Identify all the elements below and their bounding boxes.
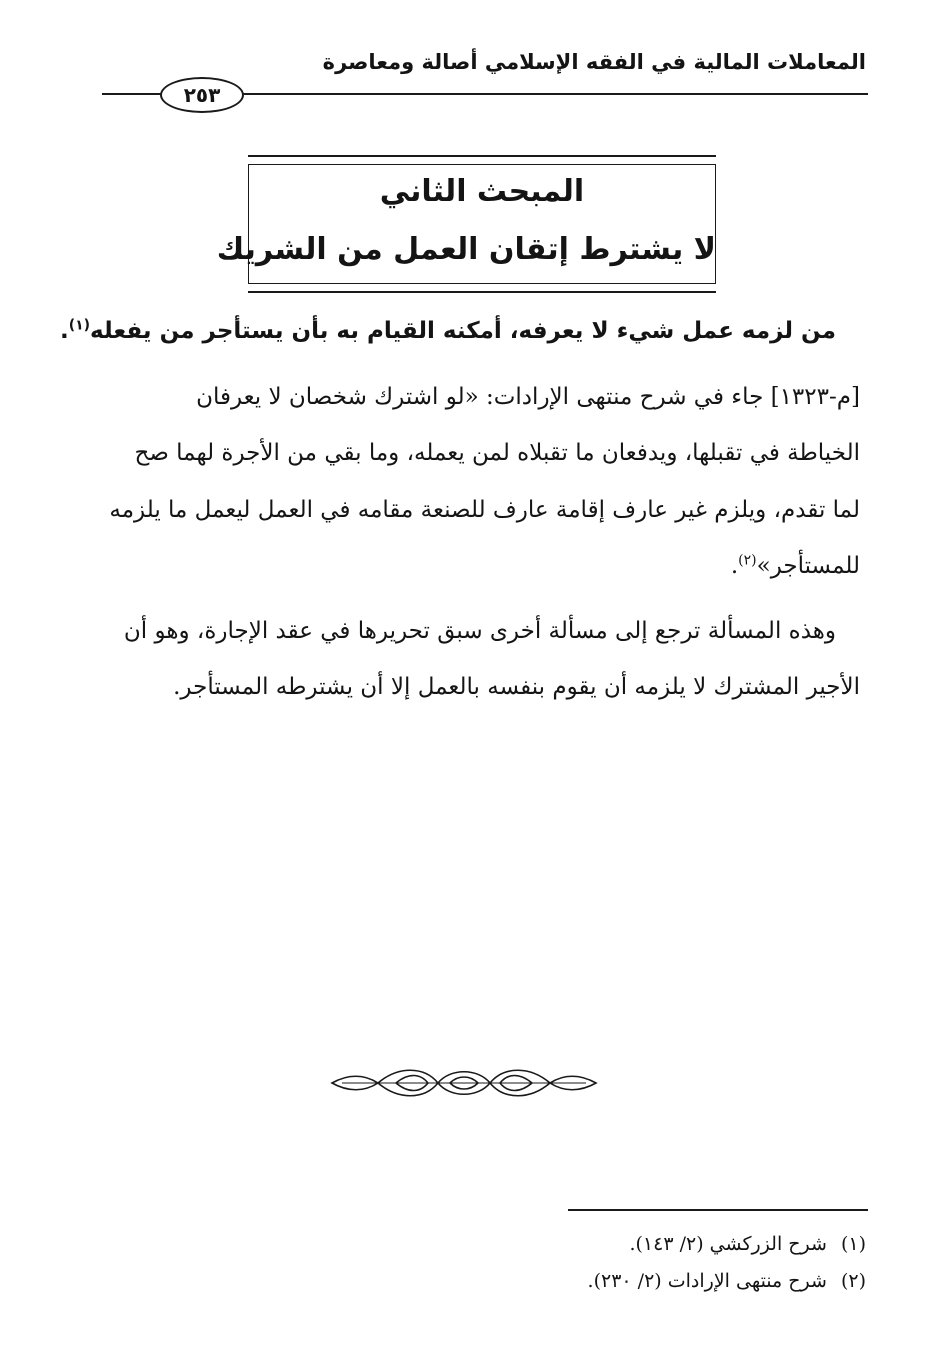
footnote-1 <box>629 1233 866 1255</box>
chapter-title-line-2: لا يشترط إتقان العمل من الشريك <box>216 232 716 267</box>
chapter-title-frame <box>216 155 716 293</box>
page-number: ٢٥٣ <box>160 77 244 113</box>
quote-line-3: لما تقدم، ويلزم غير عارف إقامة عارف للصنعة مقامه في العمل ليعمل ما يلزمه <box>109 497 860 523</box>
decorative-ornament <box>328 1062 600 1104</box>
footnote-1-number: (١) <box>840 1233 866 1255</box>
rule-statement-end: . <box>59 318 69 344</box>
running-header-title: المعاملات المالية في الفقه الإسلامي أصالة ومعاصرة <box>322 50 866 74</box>
conclusion-line-1: وهذه المسألة ترجع إلى مسألة أخرى سبق تحريرها في عقد الإجارة، وهو أن <box>123 618 836 644</box>
footnote-ref-2: (٢) <box>738 552 757 569</box>
footnote-ref-1: (١) <box>68 317 91 334</box>
rule-statement <box>60 318 836 344</box>
footnote-2-number: (٢) <box>840 1270 866 1292</box>
title-rule-bottom <box>248 291 716 293</box>
quote-line-1: [م-١٣٢٣] جاء في شرح منتهى الإرادات: «لو اشترك شخصان لا يعرفان <box>196 384 860 410</box>
quote-line-4 <box>731 553 860 579</box>
quote-line-2: الخياطة في تقبلها، ويدفعان ما تقبلاه لمن يعمله، وما بقي من الأجرة لهما صح <box>134 440 860 466</box>
chapter-title-line-1: المبحث الثاني <box>379 174 585 209</box>
conclusion-line-2: الأجير المشترك لا يلزمه أن يقوم بنفسه بالعمل إلا أن يشترطه المستأجر. <box>173 674 860 700</box>
footnote-1-text: شرح الزركشي (٢/ ١٤٣). <box>629 1233 827 1255</box>
quote-end: . <box>730 553 739 579</box>
title-rule-top <box>248 155 716 157</box>
rule-statement-text: من لزمه عمل شيء لا يعرفه، أمكنه القيام به بأن يستأجر من يفعله <box>90 318 836 344</box>
footnote-2 <box>588 1270 866 1292</box>
footnote-2-text: شرح منتهى الإرادات (٢/ ٢٣٠). <box>587 1270 827 1292</box>
quote-line-4-text: للمستأجر» <box>756 553 860 579</box>
footnote-rule <box>568 1209 868 1211</box>
